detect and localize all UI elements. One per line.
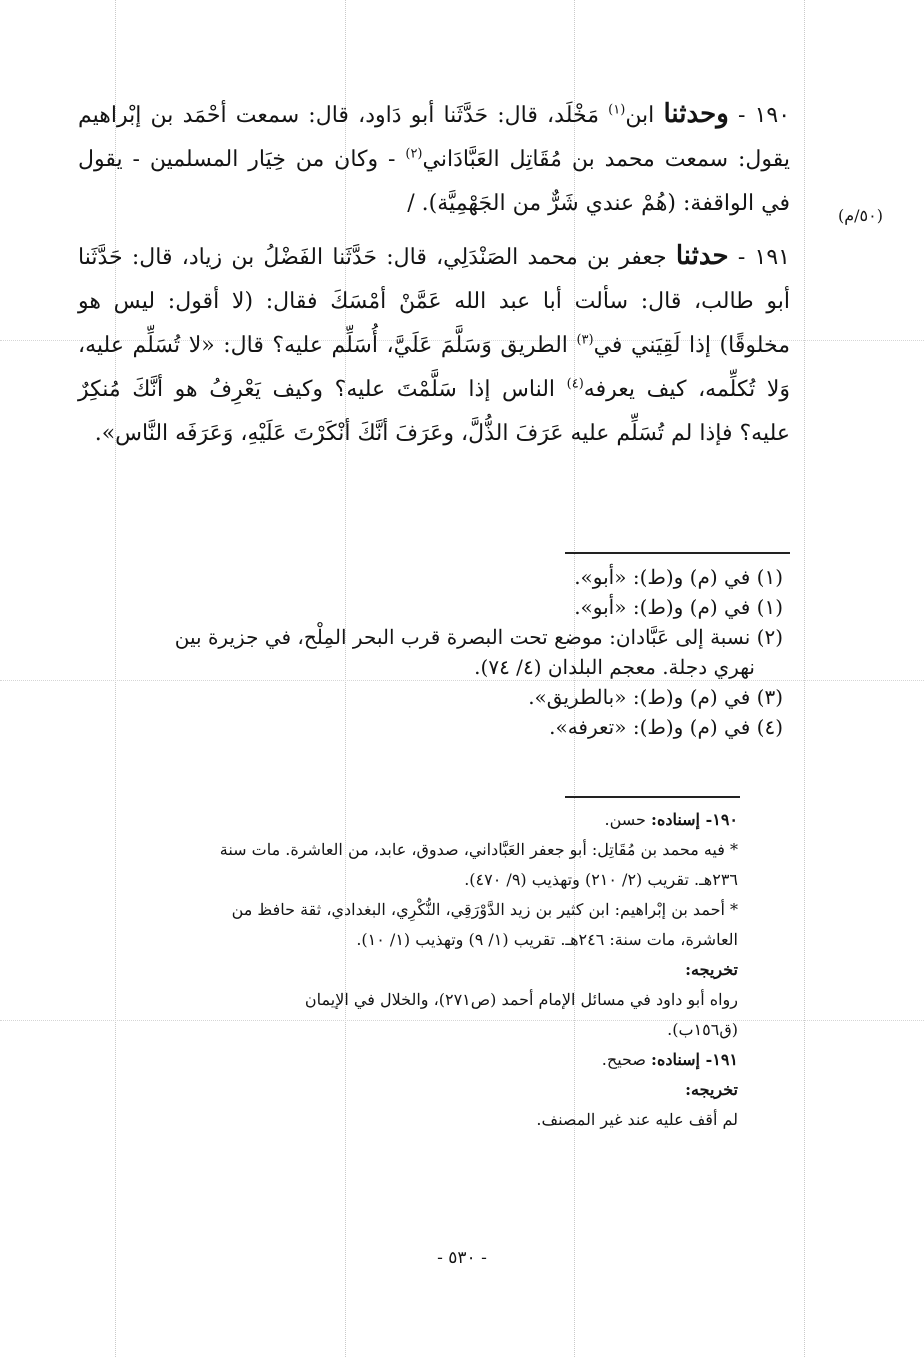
narrator-text: المسلمين - يقول في الواقفة: (هُمْ عندي شَرٌّ من الجَهْمِيَّة). / bbox=[78, 147, 790, 216]
narrator-text: وَعَرَفَه النَّاس». bbox=[94, 421, 234, 446]
commentary bbox=[78, 805, 738, 1135]
takhrij-text: رواه أبو داود في مسائل الإمام أحمد (ص٢٧١)، والخلال في الإيمان bbox=[304, 990, 738, 1009]
footnote-item-continuation: نهري دجلة. معجم البلدان (٤/ ٧٤). bbox=[474, 655, 755, 679]
hadith-191 bbox=[78, 234, 790, 456]
isnad-grade-191: ١٩١- إسناده: صحيح. bbox=[601, 1050, 738, 1069]
footnote-separator bbox=[565, 552, 790, 554]
commentary-separator bbox=[565, 796, 740, 798]
margin-manuscript-reference: (٥٠/م) bbox=[838, 206, 883, 225]
footnote-ref[interactable]: (٤) bbox=[566, 376, 584, 392]
takhrij-label: تخريجه: bbox=[685, 960, 738, 979]
narrator-text: تُسَلِّم عليه، وَلا تُكلِّمه، كيف يعرفه bbox=[78, 333, 791, 402]
page-number: - ٥٣٠ - bbox=[437, 1248, 487, 1268]
narrator-text: - وكان من خِيَار bbox=[248, 147, 396, 172]
narrator-text: هو أنَّكَ مُنكِرٌ عليه؟ فإذا لم تُسَلِّم عليه عَرَفَ الذُّلَّ، وعَرَفَ أنَّكَ أنْكَرْتَ عَلَيْهِ، bbox=[78, 377, 790, 446]
narrator-text: جعفر بن محمد الصَنْدَلِي، قال: حَدَّثَنا الفَضْلُ بن زياد، bbox=[181, 245, 667, 270]
takhrij-text: (ق١٥٦ب). bbox=[667, 1020, 738, 1039]
scan-grid-line bbox=[804, 0, 805, 1357]
footnote-item: (١) في (م) و(ط): «أبو». bbox=[574, 595, 783, 619]
footnote-ref[interactable]: (١) bbox=[608, 102, 626, 118]
narrator-text: قال: حَدَّثَنا أبو طالب، قال: سألت أبا عبد الله عَمَّنْ أمْسَكَ فقال: (لا أقول: bbox=[78, 245, 790, 314]
main-text bbox=[78, 92, 790, 456]
haddathana-keyword: حدثنا bbox=[663, 99, 717, 129]
narrator-text: الطريق وَسَلَّمَ عَلَيَّ، أُسَلِّم عليه؟ قال: «لا bbox=[188, 333, 568, 358]
narrator-text: مَخْلَد، قال: حَدَّثَنا أبو دَاود، قال: سمعت bbox=[235, 103, 599, 128]
narrator-text: أحْمَد بن إبْراهيم يقول: سمعت محمد بن مُقَاتِل العَبَّادَاني bbox=[78, 103, 791, 172]
narrator-note: * فيه محمد بن مُقَاتِل: أبو جعفر العَبَّاداني، صدوق، عابد، من العاشرة. مات سنة bbox=[219, 840, 738, 859]
narrator-text: ابن bbox=[625, 103, 655, 128]
hadith-number: ١٩٠ - bbox=[737, 103, 791, 128]
narrator-text: الناس إذا سَلَّمْتَ عليه؟ وكيف يَعْرِفُ bbox=[209, 377, 556, 402]
narrator-note: ٢٣٦هـ. تقريب (٢/ ٢١٠) وتهذيب (٩/ ٤٧٠). bbox=[464, 870, 738, 889]
footnote-ref[interactable]: (٣) bbox=[576, 332, 594, 348]
takhrij-text: لم أقف عليه عند غير المصنف. bbox=[536, 1110, 738, 1129]
hadith-number: ١٩١ - bbox=[737, 245, 790, 270]
footnote-item: (٤) في (م) و(ط): «تعرفه». bbox=[549, 715, 783, 739]
hadith-190 bbox=[78, 92, 790, 226]
narrator-note: العاشرة، مات سنة: ٢٤٦هـ. تقريب (١/ ٩) وتهذيب (١/ ١٠). bbox=[356, 930, 738, 949]
haddathana-keyword: حدثنا bbox=[675, 241, 729, 271]
isnad-grade-190: ١٩٠- إسناده: حسن. bbox=[604, 810, 738, 829]
narrator-text: ليس هو مخلوقًا) إذا لَقِيَني في bbox=[78, 289, 790, 358]
footnote-ref[interactable]: (٢) bbox=[405, 146, 423, 162]
footnote-item: (١) في (م) و(ط): «أبو». bbox=[574, 565, 783, 589]
narrator-note: * أحمد بن إبْراهيم: ابن كثير بن زيد الدَّوْرَقِي، النُّكْرِي، البغدادي، ثقة حافظ من bbox=[231, 900, 738, 919]
footnote-item: (٢) نسبة إلى عَبَّادان: موضع تحت البصرة قرب البحر المِلْح، في جزيرة بين bbox=[174, 625, 783, 649]
footnote-item: (٣) في (م) و(ط): «بالطريق». bbox=[528, 685, 783, 709]
footnotes bbox=[78, 562, 783, 742]
takhrij-label: تخريجه: bbox=[685, 1080, 738, 1099]
hadith-connector: و bbox=[716, 99, 729, 129]
